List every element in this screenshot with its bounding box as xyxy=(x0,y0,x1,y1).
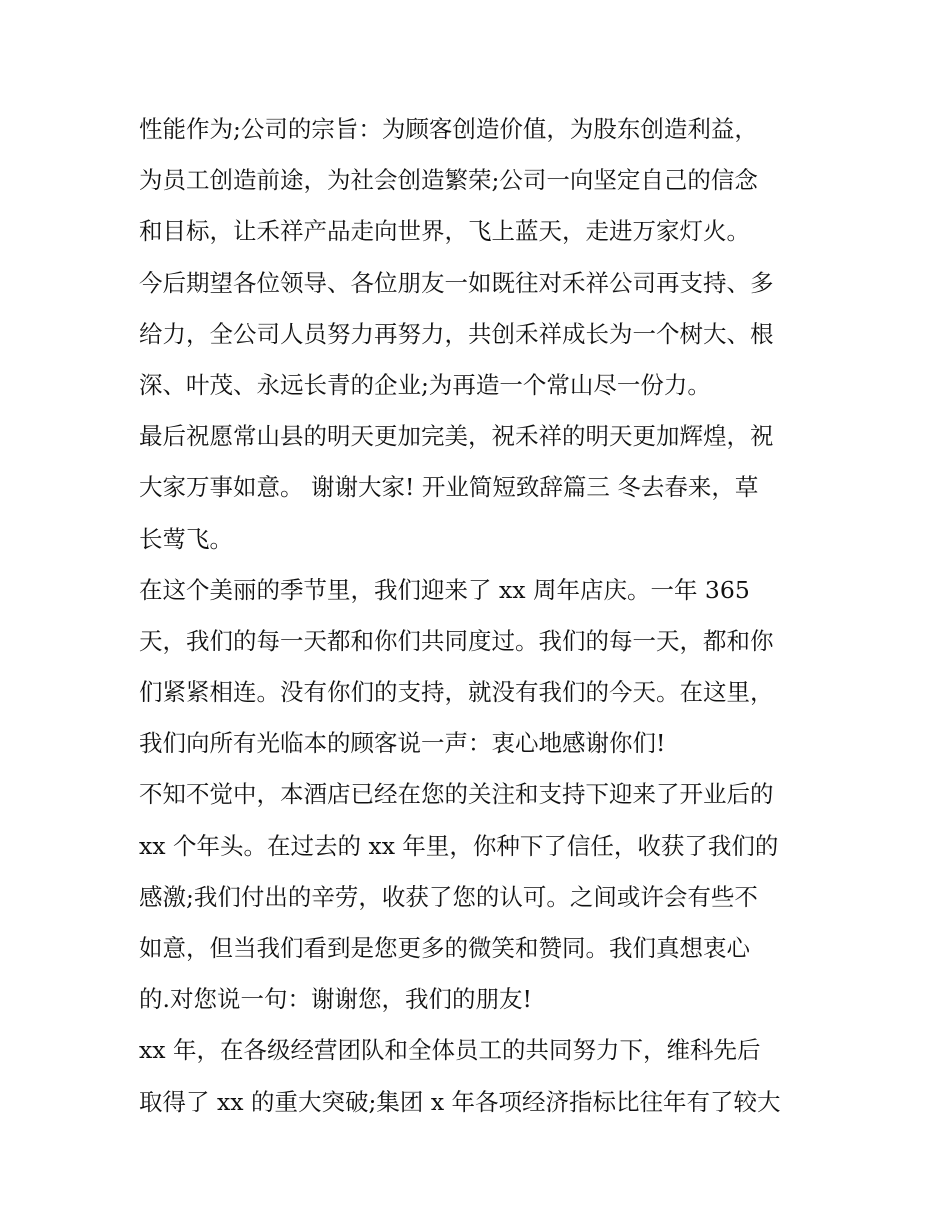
text-line: 天，我们的每一天都和你们共同度过。我们的每一天，都和你 xyxy=(139,626,774,655)
text-line: 长莺飞。 xyxy=(139,524,233,553)
text-line: 最后祝愿常山县的明天更加完美，祝禾祥的明天更加辉煌，祝 xyxy=(139,422,774,451)
text-line: 在这个美丽的季节里，我们迎来了 xx 周年店庆。一年 365 xyxy=(139,575,750,604)
text-line: 如意，但当我们看到是您更多的微笑和赞同。我们真想衷心 xyxy=(139,934,750,962)
text-line: 不知不觉中，本酒店已经在您的关注和支持下迎来了开业后的 xyxy=(139,780,774,809)
text-line: 和目标，让禾祥产品走向世界，飞上蓝天，走进万家灯火。 xyxy=(139,217,750,246)
text-line: xx 年，在各级经营团队和全体员工的共同努力下，维科先后 xyxy=(139,1036,761,1065)
text-line: 我们向所有光临本的顾客说一声：衷心地感谢你们! xyxy=(139,729,666,758)
text-line: 们紧紧相连。没有你们的支持，就没有我们的今天。在这里， xyxy=(139,678,774,707)
text-line: xx 个年头。在过去的 xx 年里，你种下了信任，收获了我们的 xyxy=(139,831,779,860)
document-body xyxy=(139,104,829,1128)
text-line: 大家万事如意。 谢谢大家! 开业简短致辞篇三 冬去春来，草 xyxy=(139,473,759,502)
text-line: 的.对您说一句：谢谢您，我们的朋友! xyxy=(139,985,532,1014)
text-line: 给力，全公司人员努力再努力，共创禾祥成长为一个树大、根 xyxy=(139,319,774,348)
text-line: 感激;我们付出的辛劳，收获了您的认可。之间或许会有些不 xyxy=(139,882,758,911)
text-line: 今后期望各位领导、各位朋友一如既往对禾祥公司再支持、多 xyxy=(139,268,774,297)
text-line: 取得了 xx 的重大突破;集团 x 年各项经济指标比往年有了较大 xyxy=(139,1087,781,1116)
text-line: 为员工创造前途，为社会创造繁荣;公司一向坚定自己的信念 xyxy=(139,166,758,195)
text-line: 深、叶茂、永远长青的企业;为再造一个常山尽一份力。 xyxy=(139,370,711,399)
text-line: 性能作为;公司的宗旨：为顾客创造价值，为股东创造利益， xyxy=(139,115,758,143)
